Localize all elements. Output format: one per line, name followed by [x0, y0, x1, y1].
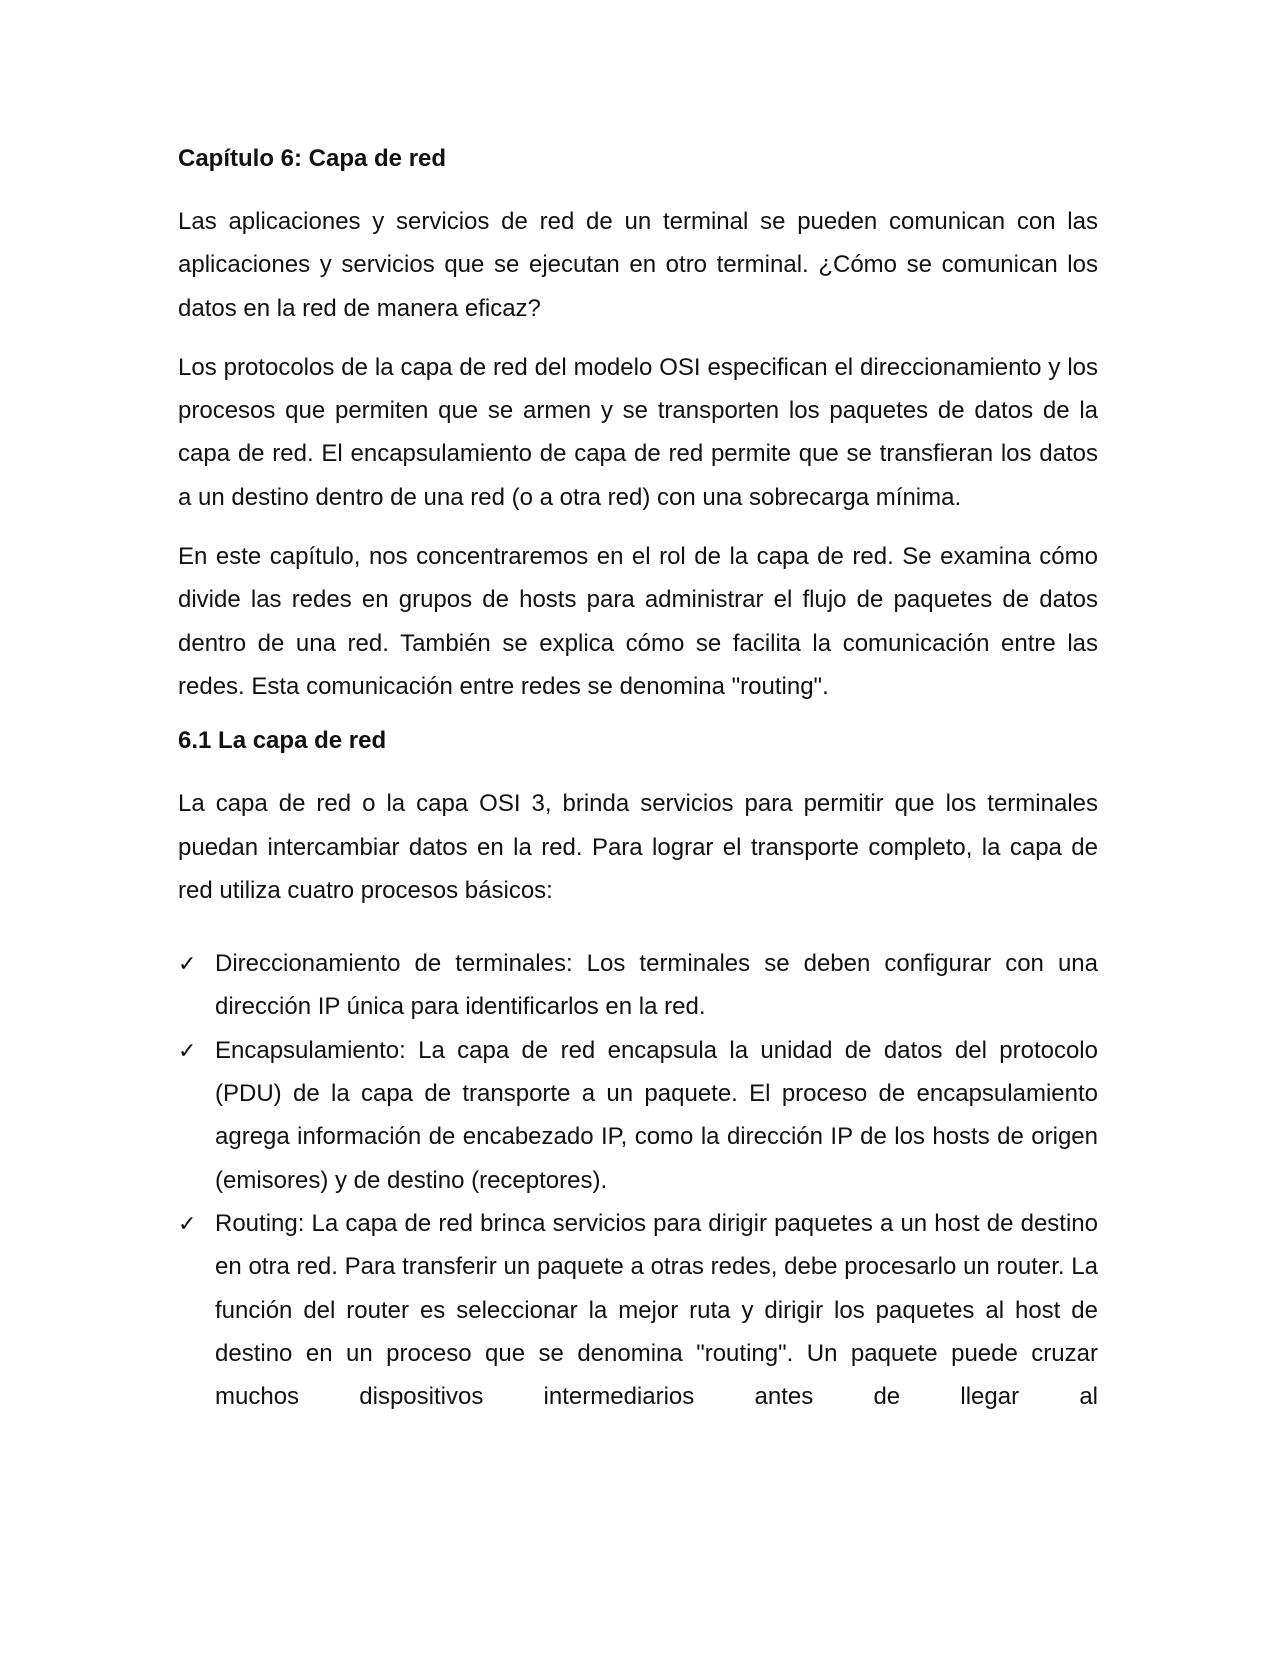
process-list	[178, 942, 1098, 1418]
list-item-text: Encapsulamiento: La capa de red encapsula la unidad de datos del protocolo (PDU) de la capa de transporte a un paquete. El proceso de encapsulamiento agrega información de encabezado IP, como la dirección IP de los hosts de origen (emisores) y de destino (receptores).	[215, 1036, 1098, 1194]
list-item	[178, 942, 1098, 1029]
checkmark-icon: ✓	[178, 1037, 197, 1063]
paragraph-section-intro: La capa de red o la capa OSI 3, brinda servicios para permitir que los terminales puedan intercambiar datos en la red. Para lograr el transporte completo, la capa de red utiliza cuatro procesos básicos:	[178, 790, 1098, 904]
list-item-text: Routing: La capa de red brinca servicios para dirigir paquetes a un host de destino en otra red. Para transferir un paquete a otras redes, debe procesarlo un router. La función del router es seleccionar la mejor ruta y dirigir los paquetes al host de destino en un proceso que se denomina "routing". Un paquete puede cruzar muchos dispositivos intermediarios antes de llegar al	[215, 1209, 1098, 1411]
chapter-title: Capítulo 6: Capa de red	[178, 145, 447, 172]
list-item	[178, 1029, 1098, 1202]
document-page	[178, 144, 1098, 1418]
list-item-text: Direccionamiento de terminales: Los terminales se deben configurar con una dirección IP única para identificarlos en la red.	[215, 950, 1098, 1021]
list-item	[178, 1202, 1098, 1418]
paragraph-intro: Las aplicaciones y servicios de red de un terminal se pueden comunican con las aplicaciones y servicios que se ejecutan en otro terminal. ¿Cómo se comunican los datos en la red de manera eficaz?	[178, 208, 1098, 322]
section-title: 6.1 La capa de red	[178, 727, 387, 755]
checkmark-icon: ✓	[178, 1210, 197, 1236]
paragraph-chapter-overview: En este capítulo, nos concentraremos en el rol de la capa de red. Se examina cómo divide las redes en grupos de hosts para administrar el flujo de paquetes de datos dentro de una red. También se explica cómo se facilita la comunicación entre las redes. Esta comunicación entre redes se denomina "routing".	[178, 543, 1098, 700]
paragraph-protocols: Los protocolos de la capa de red del modelo OSI especifican el direccionamiento y los procesos que permiten que se armen y se transporten los paquetes de datos de la capa de red. El encapsulamiento de capa de red permite que se transfieran los datos a un destino dentro de una red (o a otra red) con una sobrecarga mínima.	[178, 353, 1098, 511]
checkmark-icon: ✓	[178, 951, 197, 977]
